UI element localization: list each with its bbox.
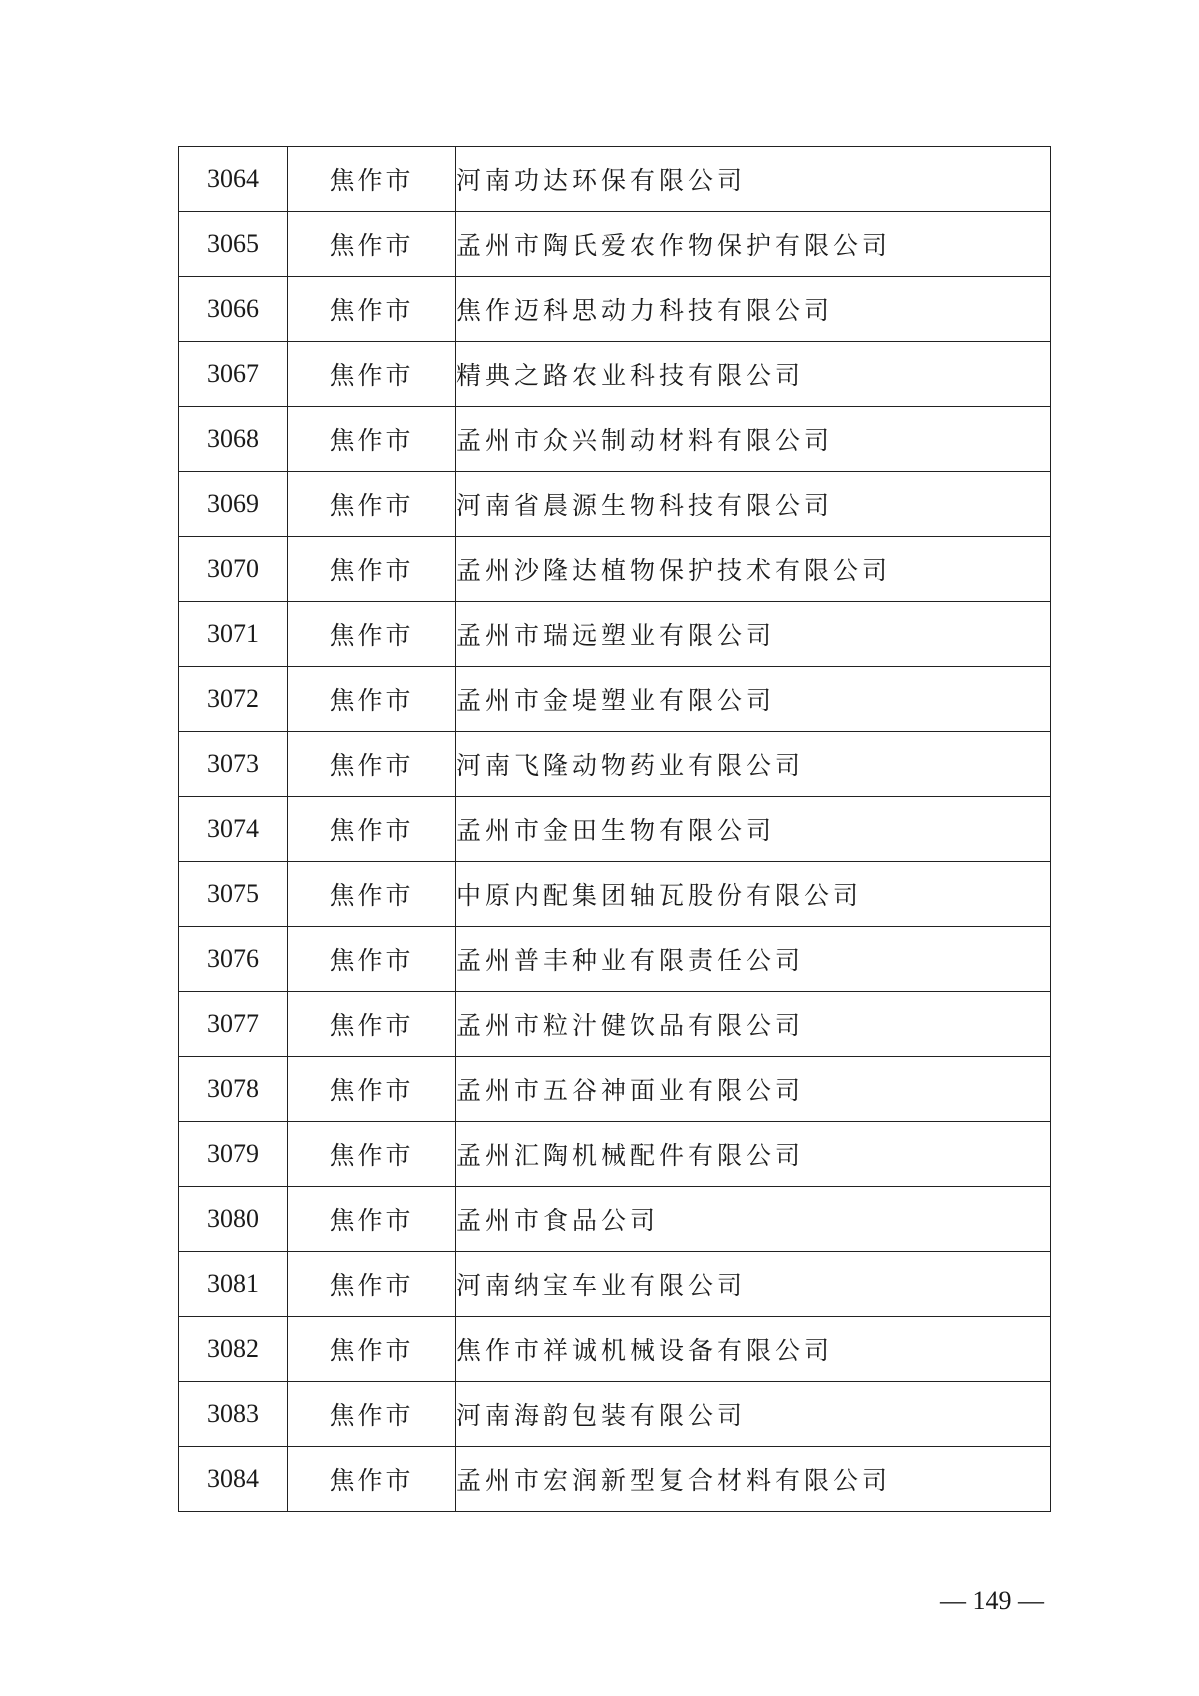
table-row (179, 1447, 1051, 1512)
table-row (179, 1252, 1051, 1317)
row-city: 焦作市 (288, 732, 456, 797)
row-company-name: 孟州市陶氏爱农作物保护有限公司 (456, 212, 1051, 277)
row-city: 焦作市 (288, 1382, 456, 1447)
row-city: 焦作市 (288, 147, 456, 212)
table-row (179, 1122, 1051, 1187)
row-company-name: 孟州市五谷神面业有限公司 (456, 1057, 1051, 1122)
row-number: 3065 (179, 212, 288, 277)
row-company-name: 孟州市宏润新型复合材料有限公司 (456, 1447, 1051, 1512)
row-city: 焦作市 (288, 602, 456, 667)
row-company-name: 孟州沙隆达植物保护技术有限公司 (456, 537, 1051, 602)
row-number: 3080 (179, 1187, 288, 1252)
company-list-table (178, 146, 1051, 1512)
table-row (179, 147, 1051, 212)
row-city: 焦作市 (288, 862, 456, 927)
row-city: 焦作市 (288, 1187, 456, 1252)
table-row (179, 342, 1051, 407)
table-row (179, 602, 1051, 667)
row-company-name: 焦作迈科思动力科技有限公司 (456, 277, 1051, 342)
row-number: 3072 (179, 667, 288, 732)
table-row (179, 667, 1051, 732)
row-company-name: 孟州市食品公司 (456, 1187, 1051, 1252)
row-number: 3067 (179, 342, 288, 407)
row-company-name: 河南纳宝车业有限公司 (456, 1252, 1051, 1317)
row-company-name: 河南省晨源生物科技有限公司 (456, 472, 1051, 537)
table-row (179, 537, 1051, 602)
row-number: 3068 (179, 407, 288, 472)
table-body (179, 147, 1051, 1512)
row-number: 3071 (179, 602, 288, 667)
row-city: 焦作市 (288, 927, 456, 992)
row-city: 焦作市 (288, 1122, 456, 1187)
row-city: 焦作市 (288, 1317, 456, 1382)
row-city: 焦作市 (288, 342, 456, 407)
table-row (179, 862, 1051, 927)
row-city: 焦作市 (288, 992, 456, 1057)
row-company-name: 精典之路农业科技有限公司 (456, 342, 1051, 407)
row-company-name: 河南海韵包装有限公司 (456, 1382, 1051, 1447)
row-company-name: 孟州普丰种业有限责任公司 (456, 927, 1051, 992)
row-number: 3073 (179, 732, 288, 797)
row-city: 焦作市 (288, 212, 456, 277)
row-number: 3066 (179, 277, 288, 342)
row-company-name: 河南功达环保有限公司 (456, 147, 1051, 212)
row-company-name: 孟州市金田生物有限公司 (456, 797, 1051, 862)
row-number: 3075 (179, 862, 288, 927)
row-city: 焦作市 (288, 797, 456, 862)
table-row (179, 927, 1051, 992)
row-number: 3074 (179, 797, 288, 862)
row-city: 焦作市 (288, 1447, 456, 1512)
row-company-name: 孟州市瑞远塑业有限公司 (456, 602, 1051, 667)
row-company-name: 河南飞隆动物药业有限公司 (456, 732, 1051, 797)
row-number: 3069 (179, 472, 288, 537)
row-number: 3084 (179, 1447, 288, 1512)
row-number: 3078 (179, 1057, 288, 1122)
table-row (179, 277, 1051, 342)
row-city: 焦作市 (288, 537, 456, 602)
row-city: 焦作市 (288, 277, 456, 342)
table-row (179, 1317, 1051, 1382)
table-row (179, 1382, 1051, 1447)
table-row (179, 407, 1051, 472)
row-city: 焦作市 (288, 1057, 456, 1122)
table-row (179, 212, 1051, 277)
row-company-name: 焦作市祥诚机械设备有限公司 (456, 1317, 1051, 1382)
page-number: — 149 — (940, 1586, 1044, 1615)
row-company-name: 孟州市众兴制动材料有限公司 (456, 407, 1051, 472)
table-row (179, 1187, 1051, 1252)
table-row (179, 1057, 1051, 1122)
table-row (179, 797, 1051, 862)
table-row (179, 472, 1051, 537)
row-number: 3076 (179, 927, 288, 992)
row-city: 焦作市 (288, 667, 456, 732)
row-company-name: 孟州市粒汁健饮品有限公司 (456, 992, 1051, 1057)
row-number: 3064 (179, 147, 288, 212)
row-city: 焦作市 (288, 407, 456, 472)
row-number: 3070 (179, 537, 288, 602)
row-number: 3077 (179, 992, 288, 1057)
table-row (179, 992, 1051, 1057)
row-company-name: 中原内配集团轴瓦股份有限公司 (456, 862, 1051, 927)
row-number: 3081 (179, 1252, 288, 1317)
table-row (179, 732, 1051, 797)
row-number: 3082 (179, 1317, 288, 1382)
row-city: 焦作市 (288, 1252, 456, 1317)
row-city: 焦作市 (288, 472, 456, 537)
row-number: 3083 (179, 1382, 288, 1447)
row-company-name: 孟州市金堤塑业有限公司 (456, 667, 1051, 732)
row-number: 3079 (179, 1122, 288, 1187)
row-company-name: 孟州汇陶机械配件有限公司 (456, 1122, 1051, 1187)
